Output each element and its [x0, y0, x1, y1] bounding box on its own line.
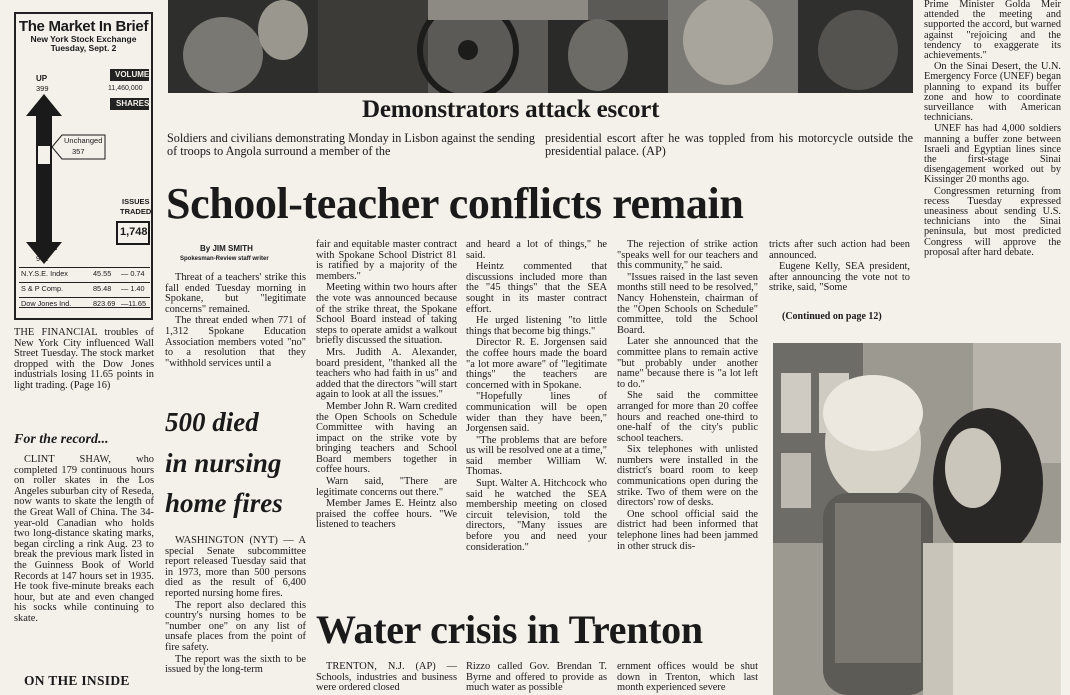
nursing-p2: The report also declared this country's nursing homes to be "number one" on any list of unsafe places from the point of fire safety. — [165, 599, 306, 653]
teacher-column-2 — [316, 240, 457, 532]
teacher-col2-p6: Member James E. Heintz also praised the coffee hours. "We listened to teachers — [316, 498, 457, 531]
water-column-3: ernment offices would be shut down in Trenton, which last month experienced severe — [617, 661, 758, 694]
market-down-label: DOWN — [32, 243, 58, 252]
teacher-col4-p3: Later she announced that the committee plans to remain active "but probably under another name" because there is "a lot left to do." — [617, 336, 758, 390]
teacher-col2-p1: fair and equitable master contract with Spokane School District 81 is ratified by a majority of the members." — [316, 239, 457, 282]
nursing-headline-line1: 500 died — [165, 407, 259, 437]
sinai-p1: Prime Minister Golda Meir attended the meeting and supported the accord, but warned against "rejoicing and the tendency to exaggerate its achievements." — [924, 0, 1061, 62]
sinai-p3: UNEF has had 4,000 soldiers manning a buffer zone between Israeli and Egyptian lines since the first-stage Sinai disengagement worked out by Kissinger 20 months ago. — [924, 123, 1061, 186]
teacher-column-4 — [617, 240, 758, 553]
teacher-col3-p7: Supt. Walter A. Hitchcock who said he watched the SEA membership meeting on closed circuit television, told the directors, "Many issues are before you and need your consideration." — [466, 478, 607, 553]
teacher-headline: School-teacher conflicts remain — [166, 179, 744, 228]
teacher-col1-p2: The threat ended when 771 of 1,312 Spokane Education Association members voted "no" to a resolution that they "withhold services until a — [165, 315, 306, 369]
teacher-col3-p6: "The problems that are before us will be resolved one at a time," said member William W. Thomas. — [466, 434, 608, 478]
index-row — [19, 282, 150, 293]
nursing-headline-line2: in nursing — [165, 448, 282, 478]
nursing-p1: WASHINGTON (NYT) — A special Senate subcommittee report released Tuesday said that in 1973, more than 500 persons died as the result of 6,400 reported nursing home fires. — [165, 535, 306, 599]
market-in-brief-box — [14, 12, 153, 320]
teacher-col4-p2: "Issues raised in the last seven months still need to be resolved," Nancy Hohenstein, chairman of the "Open Schools on Schedule" committee, told the School Board. — [617, 271, 758, 336]
sinai-p2: On the Sinai Desert, the U.N. Emergency Force (UNEF) began planning to expand its buffer zone and how to coordinate surveillance with American technicians. — [924, 61, 1061, 124]
market-up-value: 399 — [36, 84, 49, 93]
sinai-story — [924, 0, 1061, 259]
continued-on-page-12: (Continued on page 12) — [782, 311, 882, 322]
teacher-col2-p2: Meeting within two hours after the vote was announced because of the strike threat, the Spokane School Board instead of taking steps to operate amidst a walkout briefly discussed the situation. — [316, 282, 457, 347]
market-title: The Market In Brief — [18, 18, 149, 35]
market-shares-label: SHARES — [116, 99, 150, 108]
market-volume-value: 11,460,000 — [108, 85, 143, 92]
water-headline: Water crisis in Trenton — [316, 607, 703, 652]
index-row — [19, 297, 150, 308]
teacher-col2-p5: Warn said, "There are legitimate concerns out there." — [316, 476, 457, 498]
teacher-col1-p1: Threat of a teachers' strike this fall ended Tuesday morning in Spokane, but "legitimate concerns" remained. — [165, 272, 306, 315]
teacher-col3-p5: "Hopefully lines of communication will be open wider than they have been," Jorgensen said. — [466, 391, 607, 435]
teacher-byline: By JIM SMITH — [200, 244, 253, 253]
demonstrators-photo — [168, 0, 913, 93]
financial-caption: THE FINANCIAL troubles of New York City influenced Wall Street Tuesday. The stock market dropped with the Dow Jones industrials losing 11.65 points in light trading. (Page 16) — [14, 327, 154, 391]
teacher-byline-sub: Spokesman-Review staff writer — [180, 256, 269, 262]
index-change: —11.65 — [121, 299, 147, 308]
teacher-col3-p3: He urged listening "to little things that become big things." — [466, 315, 607, 337]
on-the-inside-heading: ON THE INSIDE — [24, 673, 130, 688]
teacher-col4-p5: Six telephones with unlisted numbers were installed in the district's board room to keep communications open during the strike. Two of them were on the directors' row of desks. — [617, 444, 758, 509]
market-volume-label: VOLUME — [115, 70, 150, 79]
nursing-headline-line3: home fires — [165, 488, 283, 518]
teacher-col3-p4: Director R. E. Jorgensen said the coffee hours made the board "a lot more aware" of "legitimate things" the teachers are concerned with in Spokane. — [466, 337, 607, 391]
index-value: 85.48 — [93, 284, 112, 293]
index-change: — 1.40 — [121, 284, 145, 293]
market-unchanged-value: 357 — [72, 147, 85, 156]
market-traded-label: TRADED — [120, 207, 152, 216]
market-down-value: 992 — [36, 254, 49, 263]
teacher-column-1 — [165, 273, 306, 370]
market-subtitle-exchange: New York Stock Exchange — [30, 34, 137, 44]
nursing-story — [165, 536, 306, 677]
teacher-col4-p6: One school official said the district had been informed that telephone lines had been jammed in other struck dis- — [617, 508, 758, 552]
teacher-col2-p3: Mrs. Judith A. Alexander, board president, "thanked all the teachers who had faith in us" and added that the directors "will start again to look at all the issues." — [316, 346, 457, 401]
teacher-col4-p1: The rejection of strike action "speaks well for our teachers and this community," he said. — [617, 239, 758, 272]
sinai-p4: Congressmen returning from recess Tuesday expressed uneasiness about sending U.S. technicians into the Sinai peninsula, but most predicted Congress will approve the proposal after hard debate. — [924, 185, 1061, 258]
index-name: N.Y.S.E. Index — [21, 269, 68, 278]
index-name: S & P Comp. — [21, 284, 64, 293]
up-down-arrow-icon — [24, 94, 64, 264]
demonstrators-headline: Demonstrators attack escort — [362, 96, 660, 123]
index-change: — 0.74 — [121, 269, 145, 278]
demonstrators-caption-right: presidential escort after he was toppled from his motorcycle outside the presidential palace. (AP) — [545, 131, 913, 158]
market-up-label: UP — [36, 74, 48, 83]
water-column-1: TRENTON, N.J. (AP) — Schools, industries and business were ordered closed — [316, 661, 457, 694]
nursing-p3: The report was the sixth to be issued by the long-term — [165, 653, 306, 676]
demonstrators-caption-left: Soldiers and civilians demonstrating Monday in Lisbon against the sending of troops to Angola surround a member of the — [167, 131, 535, 158]
teacher-child-photo-art — [773, 343, 1061, 695]
market-issues-traded-value: 1,748 — [120, 226, 148, 238]
demonstrators-photo-art — [168, 0, 913, 93]
index-value: 45.55 — [93, 269, 112, 278]
market-issues-label: ISSUES — [122, 197, 150, 206]
teacher-child-photo — [773, 343, 1061, 695]
teacher-column-3 — [466, 240, 607, 554]
teacher-col2-p4: Member John R. Warn credited the Open Schools on Schedule Committee with having an impact on the strike vote by bringing teachers and School Board members together in coffee hours. — [316, 400, 457, 476]
teacher-col4-p4: She said the committee arranged for more than 20 coffee hours and reached one-third to one-half of the city's public school teachers. — [617, 390, 758, 444]
for-the-record-heading: For the record... — [14, 432, 109, 447]
index-name: Dow Jones Ind. — [21, 299, 72, 308]
market-unchanged-label: Unchanged — [64, 136, 103, 145]
teacher-col5-p2: Eugene Kelly, SEA president, after announcing the vote not to strike, said, "Some — [769, 261, 910, 294]
teacher-col5-p1: tricts after such action had been announced. — [769, 239, 910, 261]
teacher-column-5 — [769, 240, 910, 295]
index-row — [19, 267, 150, 278]
for-the-record-text: CLINT SHAW, who completed 179 continuous hours on roller skates in the Los Angeles suburban city of Reseda, now wants to skate the length of the Great Wall of China. The 34-year-old Canadian who holds two long-distance skating marks, began circling a rink Aug. 23 to break the previous mark listed in the Guinness Book of World Records at 147 hours set in 1935. He took five-minute breaks each hour, but ate and even changed his socks while continuing to skate. — [14, 454, 154, 624]
teacher-col3-p1: and heard a lot of things," he said. — [466, 239, 607, 261]
market-subtitle-date: Tuesday, Sept. 2 — [50, 43, 117, 53]
index-value: 823.69 — [93, 299, 116, 308]
teacher-col3-p2: Heintz commented that discussions included more than the "45 things" that the SEA sought in its master contract effort. — [466, 261, 607, 315]
water-column-2: Rizzo called Gov. Brendan T. Byrne and offered to provide as much water as possible — [466, 661, 607, 694]
